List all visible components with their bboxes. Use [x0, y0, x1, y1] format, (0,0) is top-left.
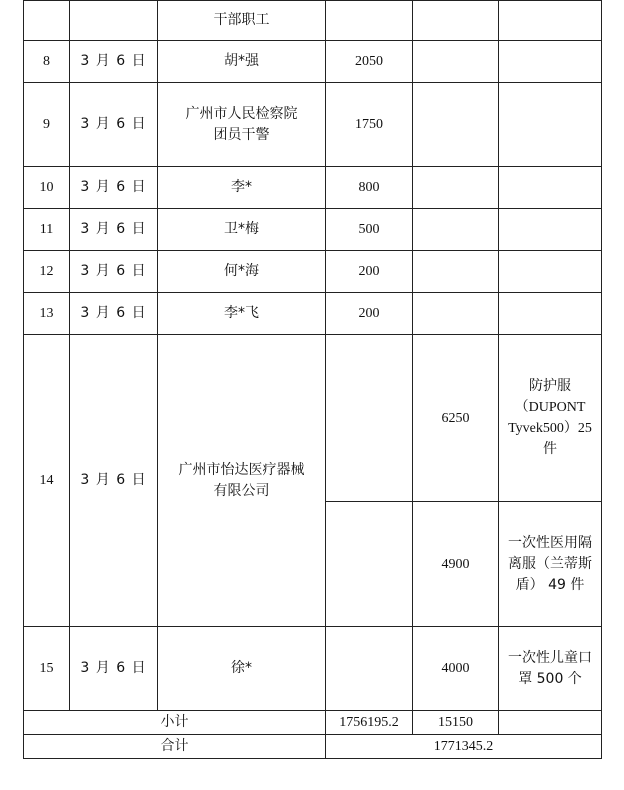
- note-line: 盾） 49 件: [515, 576, 585, 593]
- amount-cell: 500: [326, 209, 413, 251]
- donor-cell: 胡*强: [158, 41, 326, 83]
- amount-cell: 200: [326, 251, 413, 293]
- amount-cell: [326, 627, 413, 711]
- note-cell: [499, 41, 602, 83]
- items-value-cell: [413, 209, 499, 251]
- note-cell: [499, 83, 602, 167]
- index-cell: 9: [24, 83, 70, 167]
- table-row: [24, 293, 602, 335]
- note-cell: [499, 711, 602, 735]
- index-cell: [24, 1, 70, 41]
- index-cell: 11: [24, 209, 70, 251]
- table-row: [24, 209, 602, 251]
- note-cell: [499, 1, 602, 41]
- donor-cell: 徐*: [158, 627, 326, 711]
- note-line: 一次性医用隔: [508, 534, 592, 551]
- total-value: 1771345.2: [326, 735, 602, 759]
- table-row: [24, 627, 602, 711]
- donor-cell: 干部职工: [158, 1, 326, 41]
- date-cell: 3 月 6 日: [70, 167, 158, 209]
- table-row: [24, 167, 602, 209]
- donor-line: 有限公司: [213, 482, 270, 499]
- table-row: [24, 335, 602, 502]
- donor-line: 广州市怡达医疗器械: [178, 461, 305, 478]
- donor-cell: 李*: [158, 167, 326, 209]
- note-cell: [499, 627, 602, 711]
- date-cell: 3 月 6 日: [70, 627, 158, 711]
- note-cell: [499, 167, 602, 209]
- date-cell: 3 月 6 日: [70, 335, 158, 627]
- amount-cell: [326, 335, 413, 502]
- date-cell: 3 月 6 日: [70, 209, 158, 251]
- donor-line: 团员干警: [213, 126, 270, 143]
- table-row: [24, 1, 602, 41]
- total-row: [24, 735, 602, 759]
- table-row: [24, 251, 602, 293]
- date-cell: 3 月 6 日: [70, 251, 158, 293]
- note-cell: [499, 502, 602, 627]
- items-value-cell: 4000: [413, 627, 499, 711]
- index-cell: 12: [24, 251, 70, 293]
- subtotal-amount: 1756195.2: [326, 711, 413, 735]
- date-cell: 3 月 6 日: [70, 41, 158, 83]
- note-cell: [499, 209, 602, 251]
- note-line: 一次性儿童口: [508, 649, 592, 666]
- donation-table: [23, 0, 602, 759]
- items-value-cell: 4900: [413, 502, 499, 627]
- items-value-cell: [413, 167, 499, 209]
- amount-cell: [326, 502, 413, 627]
- items-value-cell: [413, 293, 499, 335]
- amount-cell: 2050: [326, 41, 413, 83]
- note-line: 防护服: [529, 378, 571, 394]
- date-cell: 3 月 6 日: [70, 83, 158, 167]
- index-cell: 8: [24, 41, 70, 83]
- subtotal-row: [24, 711, 602, 735]
- amount-cell: 1750: [326, 83, 413, 167]
- index-cell: 13: [24, 293, 70, 335]
- donor-cell: 李*飞: [158, 293, 326, 335]
- subtotal-label: 小计: [24, 711, 326, 735]
- note-line: （DUPONT: [514, 400, 586, 415]
- subtotal-items-value: 15150: [413, 711, 499, 735]
- note-line: 件: [543, 441, 557, 457]
- items-value-cell: 6250: [413, 335, 499, 502]
- items-value-cell: [413, 83, 499, 167]
- items-value-cell: [413, 41, 499, 83]
- amount-cell: [326, 1, 413, 41]
- donor-cell: 卫*梅: [158, 209, 326, 251]
- total-label: 合计: [24, 735, 326, 759]
- donor-cell: 何*海: [158, 251, 326, 293]
- table-row: [24, 83, 602, 167]
- date-cell: [70, 1, 158, 41]
- note-line: 罩 500 个: [518, 670, 582, 687]
- index-cell: 15: [24, 627, 70, 711]
- index-cell: 14: [24, 335, 70, 627]
- donor-line: 广州市人民检察院: [185, 105, 298, 122]
- items-value-cell: [413, 1, 499, 41]
- table-row: [24, 41, 602, 83]
- amount-cell: 200: [326, 293, 413, 335]
- donor-cell: [158, 335, 326, 627]
- date-cell: 3 月 6 日: [70, 293, 158, 335]
- note-cell: [499, 251, 602, 293]
- note-line: 离服（兰蒂斯: [508, 555, 592, 572]
- amount-cell: 800: [326, 167, 413, 209]
- index-cell: 10: [24, 167, 70, 209]
- items-value-cell: [413, 251, 499, 293]
- note-cell: [499, 293, 602, 335]
- note-line: Tyvek500）25: [508, 421, 592, 436]
- donor-cell: [158, 83, 326, 167]
- note-cell: [499, 335, 602, 502]
